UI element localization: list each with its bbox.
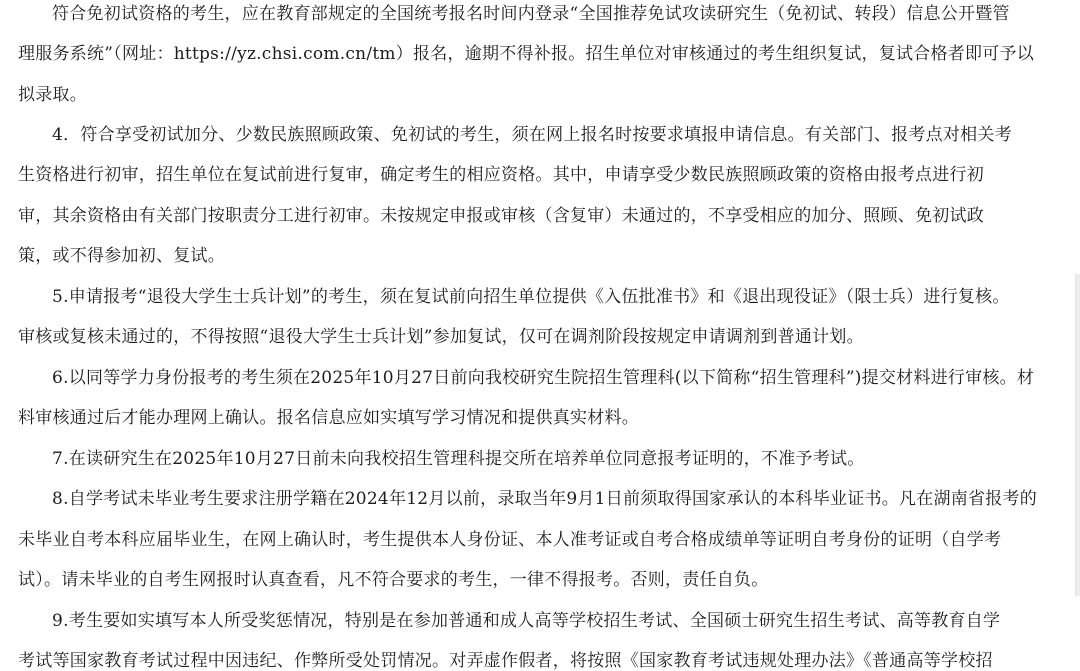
text-line: 9.考生要如实填写本人所受奖惩情况，特别是在参加普通和成人高等学校招生考试、全国硕士研究生招生考试、高等教育自学 bbox=[52, 611, 1001, 631]
text-line: 未毕业自考本科应届毕业生，在网上确认时，考生提供本人身份证、本人准考证或自考合格成绩单等证明自考身份的证明（自学考 bbox=[18, 530, 1002, 550]
text-line: 料审核通过后才能办理网上确认。报名信息应如实填写学习情况和提供真实材料。 bbox=[18, 408, 639, 428]
text-line: 4．符合享受初试加分、少数民族照顾政策、免初试的考生，须在网上报名时按要求填报申请信息。有关部门、报考点对相关考 bbox=[52, 125, 1012, 145]
text-line: 理服务系统”（网址：https://yz.chsi.com.cn/tm）报名，逾期不得补报。招生单位对审核通过的考生组织复试，复试合格者即可予以 bbox=[18, 44, 1035, 64]
scroll-edge-indicator bbox=[1075, 274, 1080, 596]
text-line: 符合免初试资格的考生，应在教育部规定的全国统考报名时间内登录“全国推荐免试攻读研究生（免初试、转段）信息公开暨管 bbox=[52, 4, 1010, 24]
text-line: 策，或不得参加初、复试。 bbox=[18, 246, 225, 266]
text-line: 审，其余资格由有关部门按职责分工进行初审。未按规定申报或审核（含复审）未通过的，不享受相应的加分、照顾、免初试政 bbox=[18, 206, 984, 226]
text-line: 5.申请报考“退役大学生士兵计划”的考生，须在复试前向招生单位提供《入伍批准书》和《退出现役证》（限士兵）进行复核。 bbox=[52, 287, 1010, 307]
text-line: 7.在读研究生在2025年10月27日前未向我校招生管理科提交所在培养单位同意报考证明的，不准予考试。 bbox=[52, 449, 865, 469]
text-line: 8.自学考试未毕业考生要求注册学籍在2024年12月以前，录取当年9月1日前须取得国家承认的本科毕业证书。凡在湖南省报考的 bbox=[52, 489, 1037, 509]
text-line: 考试等国家教育考试过程中因违纪、作弊所受处罚情况。对弄虚作假者，将按照《国家教育考试违规处理办法》《普通高等学校招 bbox=[18, 651, 993, 671]
text-line: 6.以同等学力身份报考的考生须在2025年10月27日前向我校研究生院招生管理科(以下简称“招生管理科”)提交材料进行审核。材 bbox=[52, 368, 1035, 388]
text-line: 生资格进行初审，招生单位在复试前进行复审，确定考生的相应资格。其中，申请享受少数民族照顾政策的资格由报考点进行初 bbox=[18, 165, 984, 185]
text-line: 拟录取。 bbox=[18, 85, 87, 105]
text-line: 审核或复核未通过的，不得按照“退役大学生士兵计划”参加复试，仅可在调剂阶段按规定申请调剂到普通计划。 bbox=[18, 327, 864, 347]
text-line: 试）。请未毕业的自考生网报时认真查看，凡不符合要求的考生，一律不得报考。否则，责任自负。 bbox=[18, 570, 769, 590]
